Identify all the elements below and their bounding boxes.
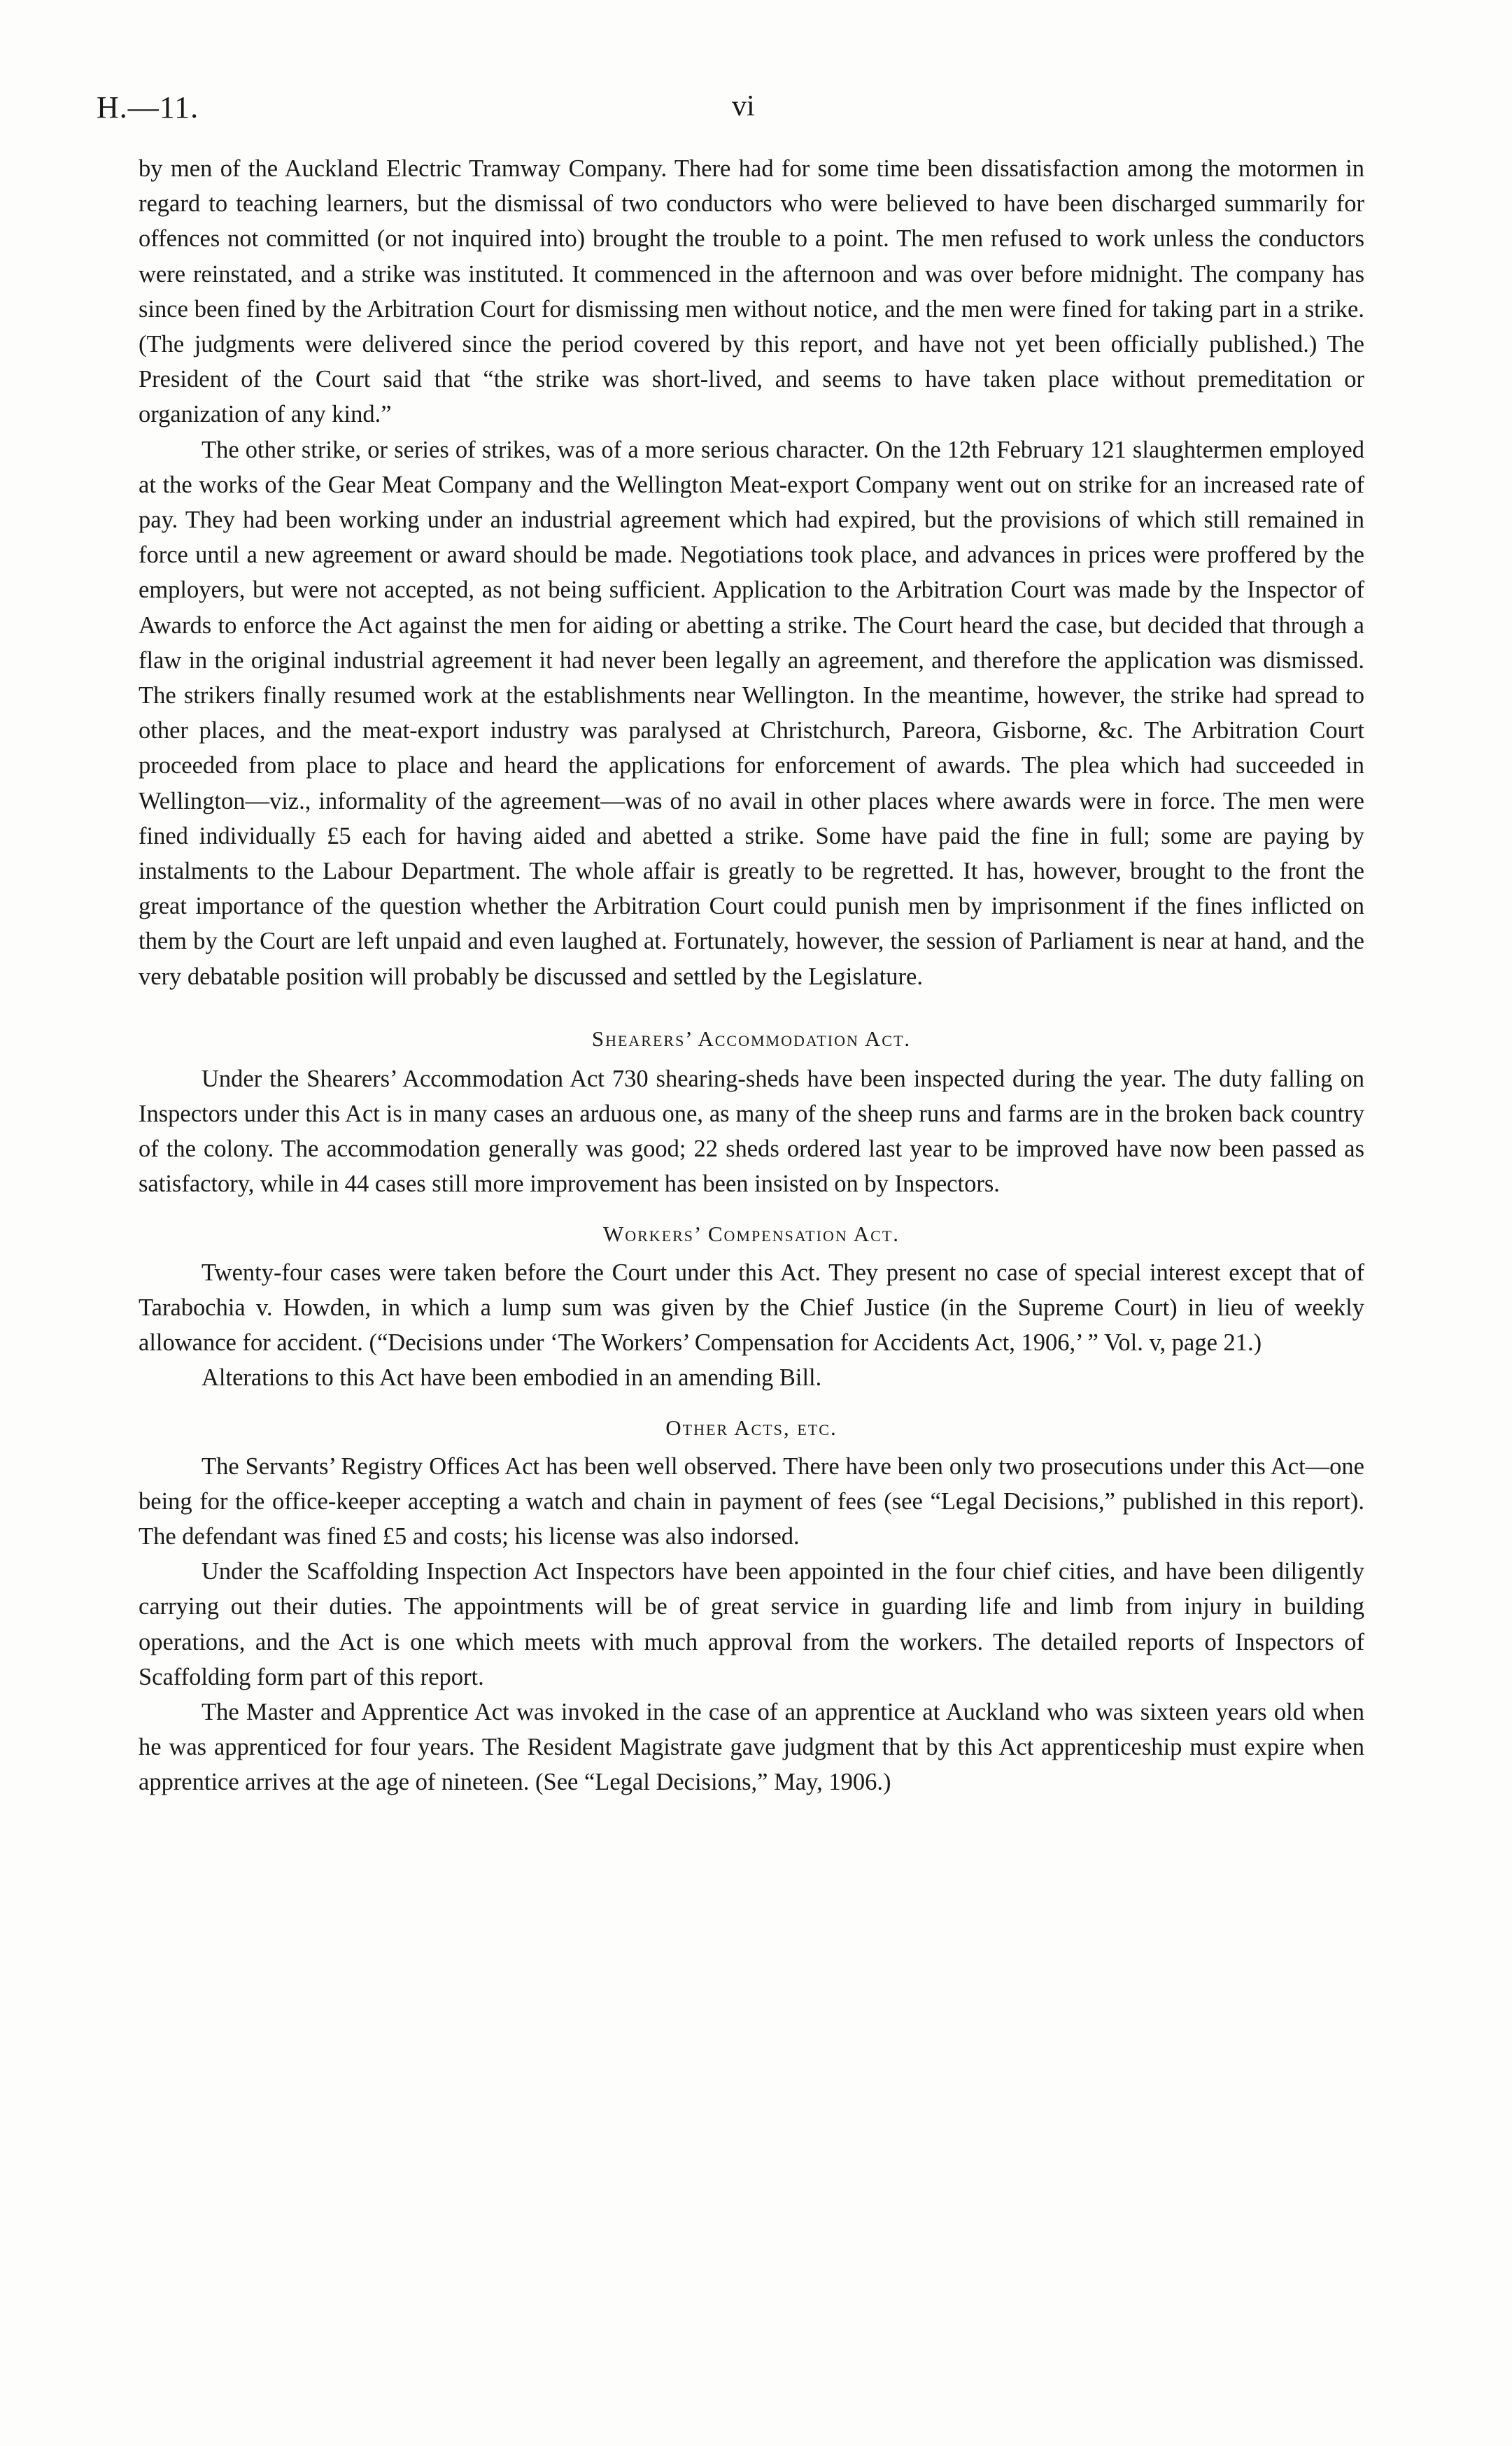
document-reference: H.—11. [97,90,199,125]
paragraph-tramway-strike: by men of the Auckland Electric Tramway Company. There had for some time been dissatisfaction among the motormen in regard to teaching learners, but the dismissal of two conductors who were believed to have been discharged summarily for offences not committed (or not inquired into) brought the trouble to a point. The men refused to work unless the conductors were reinstated, and a strike was instituted. It commenced in the afternoon and was over before midnight. The company has since been fined by the Arbitration Court for dismissing men without notice, and the men were fined for taking part in a strike. (The judgments were delivered since the period covered by this report, and have not yet been officially published.) The President of the Court said that “the strike was short-lived, and seems to have taken place without premeditation or organization of any kind.” [139,155,1364,428]
paragraph-amending-bill: Alterations to this Act have been embodied in an amending Bill. [202,1364,822,1392]
heading-workers-compensation-act: Workers’ Compensation Act. [602,1221,900,1246]
paragraph-slaughtermen-strike: The other strike, or series of strikes, was of a more serious character. On the 12th February 121 slaughtermen employed at the works of the Gear Meat Company and the Wellington Meat-export Company went out on strike for an increased rate of pay. They had been working under an industrial agreement which had expired, but the provisions of which still remained in force until a new agreement or award should be made. Negotiations took place, and advances in prices were proffered by the employers, but were not accepted, as not being sufficient. Application to the Arbitration Court was made by the Inspector of Awards to enforce the Act against the men for aiding or abetting a strike. The Court heard the case, but decided that through a flaw in the original industrial agreement it had never been legally an agreement, and therefore the application was dismissed. The strikers finally resumed work at the establishments near Wellington. In the meantime, however, the strike had spread to other places, and the meat-export industry was paralysed at Christchurch, Pareora, Gisborne, &c. The Arbitration Court proceeded from place to place and heard the applications for enforcement of awards. The plea which had succeeded in Wellington—viz., informality of the agreement—was of no avail in other places where awards were in force. The men were fined individually £5 each for having aided and abetted a strike. Some have paid the fine in full; some are paying by instalments to the Labour Department. The whole affair is greatly to be regretted. It has, however, brought to the front the great importance of the question whether the Arbitration Court could punish men by imprisonment if the fines inflicted on them by the Court are left unpaid and even laughed at. Fortunately, however, the session of Parliament is near at hand, and the very debatable position will probably be discussed and settled by the Legislature. [139,436,1364,990]
paragraph-shearers: Under the Shearers’ Accommodation Act 730 shearing-sheds have been inspected during the year. The duty falling on Inspectors under this Act is in many cases an arduous one, as many of the sheep runs and farms are in the broken back country of the colony. The accommodation generally was good; 22 sheds ordered last year to be improved have now been passed as satisfactory, while in 44 cases still more improvement has been insisted on by Inspectors. [139,1065,1364,1198]
paragraph-workers-compensation: Twenty-four cases were taken before the Court under this Act. They present no case of special interest except that of Tarabochia v. Howden, in which a lump sum was given by the Chief Justice (in the Supreme Court) in lieu of weekly allowance for accident. (“Decisions under ‘The Workers’ Compensation for Accidents Act, 1906,’ ” Vol. v, page 21.) [139,1259,1364,1357]
paragraph-servants-registry: The Servants’ Registry Offices Act has been well observed. There have been only two prosecutions under this Act—one being for the office-keeper accepting a watch and chain in payment of fees (see “Legal Decisions,” published in this report). The defendant was fined £5 and costs; his license was also indorsed. [139,1452,1364,1550]
paragraph-scaffolding: Under the Scaffolding Inspection Act Inspectors have been appointed in the four chief cities, and have been diligently carrying out their duties. The appointments will be of great service in guarding life and limb from injury in building operations, and the Act is one which meets with much approval from the workers. The detailed reports of Inspectors of Scaffolding form part of this report. [139,1558,1364,1690]
heading-other-acts: Other Acts, etc. [665,1415,838,1440]
document-body [139,151,1364,1800]
page-header [97,90,1370,132]
heading-shearers-accommodation-act: Shearers’ Accommodation Act. [591,1026,912,1051]
page-number: vi [732,90,755,122]
paragraph-master-apprentice: The Master and Apprentice Act was invoked in the case of an apprentice at Auckland who was sixteen years old when he was apprenticed for four years. The Resident Magistrate gave judgment that by this Act apprenticeship must expire when apprentice arrives at the age of nineteen. (See “Legal Decisions,” May, 1906.) [139,1698,1364,1796]
